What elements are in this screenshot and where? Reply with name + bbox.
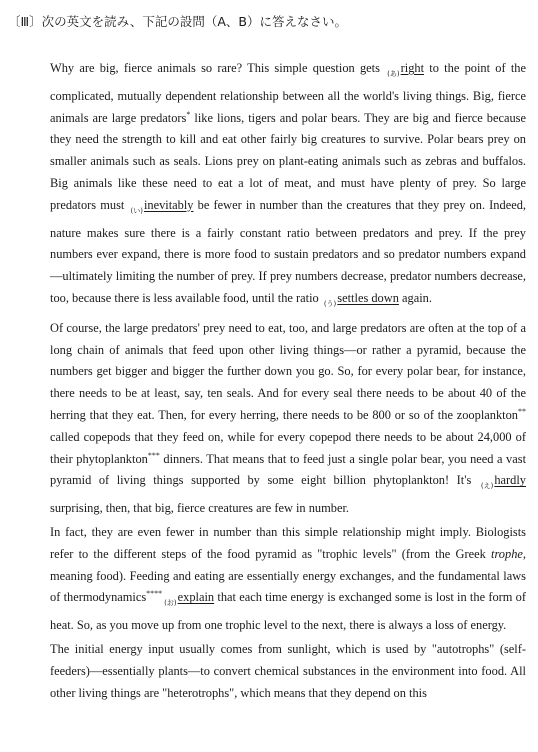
marker-a: (あ) (387, 70, 400, 78)
underlined-explain: explain (177, 590, 215, 605)
text-segment: called copepods that they feed on, while for every copepod there needs to be about 24,000 of their phytoplankton (50, 429, 526, 466)
text-segment: The initial energy input usually comes from sunlight, which is used by "autotrophs" (self-feeders)—essentially plants—to convert chemical substances in the environment into food. All other living things are "heterotrophs", which means that they depend on this (50, 641, 526, 700)
footnote-mark: ** (518, 406, 526, 416)
footnote-mark: **** (146, 589, 163, 599)
marker-i: (い) (130, 206, 143, 215)
paragraph-2 (28, 318, 526, 520)
text-segment: surprising, then, that big, fierce creatures are few in number. (50, 501, 349, 516)
text-segment: to the point of the complicated, mutually dependent relationship between all the world's living things. Big, fierce animals are large predators (50, 61, 526, 125)
italic-trophe: trophe (491, 546, 523, 561)
marker-o: (お) (164, 599, 177, 608)
text-segment: In fact, they are even fewer in number than this simple relationship might imply. Biologists refer to the different steps of the food pyramid as "trophic levels" (from the Greek (50, 524, 526, 561)
marker-e: (え) (480, 482, 494, 491)
passage (28, 58, 526, 704)
underlined-hardly: hardly (494, 473, 526, 488)
text-segment: dinners. That means that to feed just a single polar bear, you need a vast pyramid of living things supported by some eight billion phytoplankton! It's (50, 451, 527, 488)
text-segment: , meaning food). Feeding and eating are essentially energy exchanges, and the fundamental laws of thermodynamics (50, 546, 526, 605)
text-segment: be fewer in number than the creatures that they prey on. Indeed, nature makes sure there is a fairly constant ratio between predators and prey. If the prey numbers ever expand, there is more food to sustain predators and so predator numbers expand—ultimately limiting the number of prey. If prey numbers decrease, predator numbers decrease, too, because there is less available food, until the ratio (50, 197, 526, 305)
text-segment: Of course, the large predators' prey need to eat, too, and large predators are often at the top of a long chain of animals that feed upon other living things—or rather a pyramid, because the numbers get bigger and bigger the further down you go. So, for every polar bear, for instance, there needs to be at least, say, ten seals. And for every seal there needs to be about 40 of the herring that they eat. Then, for every herring, there needs to be 800 or so of the zooplankton (50, 320, 526, 422)
paragraph-3 (28, 522, 526, 637)
text-segment: like lions, tigers and polar bears. They are big and fierce because they need the strength to kill and eat other fairly big creatures to survive. Polar bears prey on smaller animals such as seals. Lions prey on plant-eating animals such as zebras and buffalos. Big animals like these need to eat a lot of meat, and must have plenty of prey. So large predators must (50, 110, 526, 212)
question-header: 〔Ⅲ〕次の英文を読み、下記の設問（A、B）に答えなさい。 (8, 14, 347, 29)
text-segment: Why are big, fierce animals so rare? This simple question gets (50, 61, 386, 75)
text-segment: that each time energy is exchanged some is lost in the form of heat. So, as you move up from one trophic level to the next, there is always a loss of energy. (50, 590, 526, 633)
paragraph-1 (28, 58, 526, 316)
footnote-mark: *** (147, 450, 160, 460)
underlined-settles-down: settles down (337, 290, 399, 305)
marker-u: (う) (323, 299, 337, 308)
underlined-inevitably: inevitably (143, 197, 194, 212)
paragraph-4 (28, 639, 526, 704)
text-segment: again. (398, 290, 432, 305)
underlined-right: right (400, 61, 425, 75)
footnote-mark: * (186, 109, 191, 119)
